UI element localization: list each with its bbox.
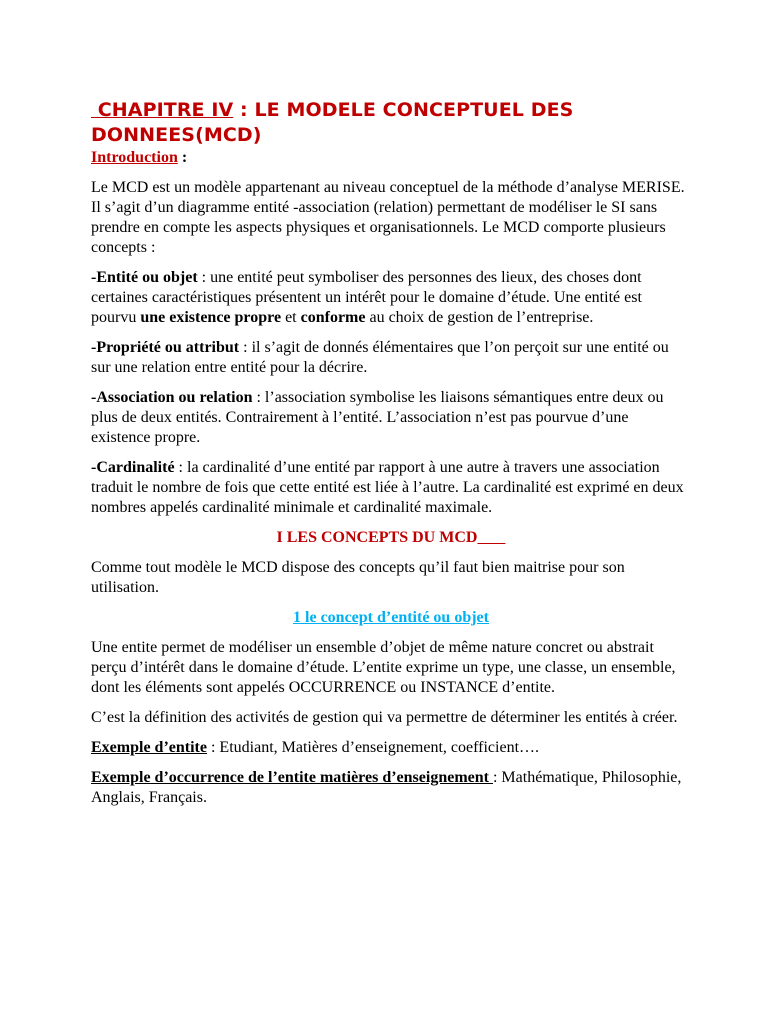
- propriete-definition-paragraph: [91, 338, 691, 378]
- exemple-entite-label: Exemple d’entite: [91, 739, 207, 756]
- section-heading-text: I LES CONCEPTS DU MCD: [276, 529, 478, 546]
- association-text: : l’association symbolise les liaisons sémantiques entre deux ou plus de deux entités. Contrairement à l’entité. L’association n’est pas pourvue d’une existence propre.: [91, 389, 664, 446]
- entite-text-part1: : une entité peut symboliser des personnes des lieux, des choses dont certaines caractéristiques présentent un intérêt pour le domaine d’étude. Une entité est pourvu: [91, 269, 642, 326]
- gestion-activities-paragraph: C’est la définition des activités de gestion qui va permettre de déterminer les entités à créer.: [91, 709, 678, 726]
- introduction-colon: :: [177, 149, 188, 166]
- entite-text-part3: au choix de gestion de l’entreprise.: [365, 309, 594, 326]
- cardinalite-text: : la cardinalité d’une entité par rapport à une autre à travers une association traduit le nombre de fois que cette entité est liée à l’autre. La cardinalité est exprimé en deux nombres appelés cardinalité minimale et cardinalité maximale.: [91, 459, 684, 516]
- chapter-number: CHAPITRE IV: [91, 99, 234, 121]
- introduction-heading: [91, 148, 691, 168]
- exemple-occurrence-label: Exemple d’occurrence de l’entite matières d’enseignement: [91, 769, 493, 786]
- entite-bold-conforme: conforme: [300, 309, 366, 326]
- association-definition-paragraph: [91, 388, 691, 448]
- chapter-title: [91, 98, 691, 148]
- propriete-text: : il s’agit de donnés élémentaires que l’on perçoit sur une entité ou sur une relation entre entité pour la décrire.: [91, 339, 669, 376]
- exemple-occurrence-paragraph: [91, 768, 691, 808]
- entite-term: -Entité ou objet: [91, 269, 198, 286]
- chapter-title-text: : LE MODELE CONCEPTUEL DES DONNEES(MCD): [91, 99, 574, 146]
- exemple-entite-text: : Etudiant, Matières d’enseignement, coefficient….: [206, 739, 540, 756]
- section-heading-concepts: [91, 528, 691, 548]
- entite-concept-paragraph: Une entite permet de modéliser un ensemble d’objet de même nature concret ou abstrait perçu d’intérêt dans le domaine d’étude. L’entite exprime un type, une classe, un ensemble, dont les éléments sont appelés OCCURRENCE ou INSTANCE d’entite.: [91, 639, 676, 696]
- document-page: [91, 98, 691, 818]
- propriete-term: -Propriété ou attribut: [91, 339, 240, 356]
- association-term: -Association ou relation: [91, 389, 253, 406]
- entite-text-part2: et: [281, 309, 301, 326]
- section-heading-underline-tail: [477, 529, 505, 546]
- entite-definition-paragraph: [91, 268, 691, 328]
- cardinalite-definition-paragraph: [91, 458, 691, 518]
- mcd-definition-paragraph: Le MCD est un modèle appartenant au niveau conceptuel de la méthode d’analyse MERISE. Il s’agit d’un diagramme entité -association (relation) permettant de modéliser le SI sans prendre en compte les aspects physiques et organisationnels. Le MCD comporte plusieurs concepts :: [91, 179, 685, 256]
- section-intro-paragraph: Comme tout modèle le MCD dispose des concepts qu’il faut bien maitrise pour son utilisation.: [91, 559, 625, 596]
- subsection-heading-entite: 1 le concept d’entité ou objet: [293, 609, 489, 626]
- cardinalite-term: -Cardinalité: [91, 459, 175, 476]
- exemple-occurrence-text: : Mathématique, Philosophie, Anglais, Français.: [91, 769, 682, 806]
- introduction-label: Introduction: [91, 149, 178, 166]
- entite-bold-existence: une existence propre: [140, 309, 282, 326]
- exemple-entite-paragraph: [91, 738, 691, 758]
